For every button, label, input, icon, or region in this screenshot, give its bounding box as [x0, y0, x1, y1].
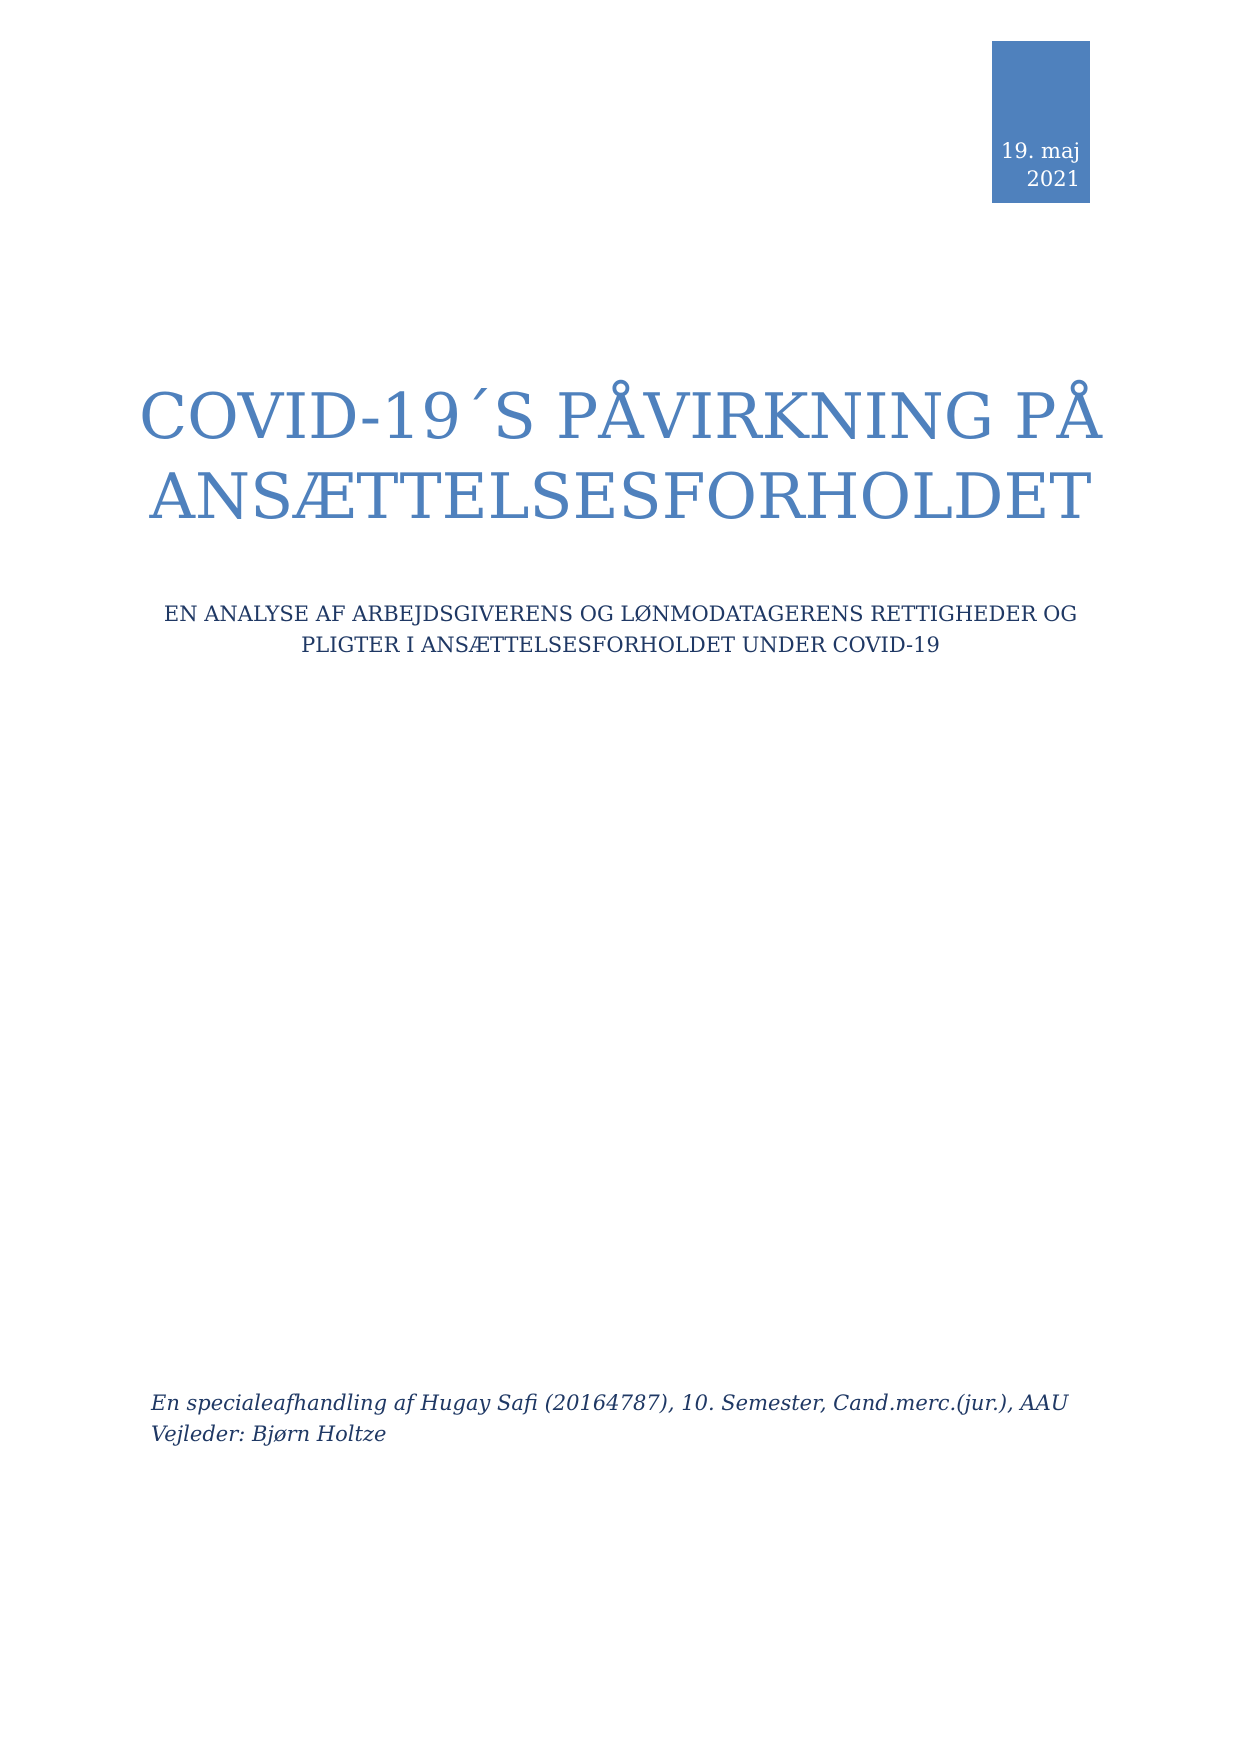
date-year: 2021: [1026, 167, 1080, 191]
date-box: [992, 41, 1090, 203]
title-line-2: ANSÆTTELSESFORHOLDET: [149, 460, 1092, 533]
author-byline: [151, 1388, 1091, 1450]
date-day-month: 19. maj: [1000, 139, 1080, 163]
document-title: [100, 377, 1141, 537]
title-line-1: COVID-19´S PÅVIRKNING PÅ: [138, 380, 1103, 453]
subtitle-line-2: PLIGTER I ANSÆTTELSESFORHOLDET UNDER COVID-19: [301, 633, 940, 657]
document-subtitle: [120, 599, 1121, 661]
subtitle-line-1: EN ANALYSE AF ARBEJDSGIVERENS OG LØNMODATAGERENS RETTIGHEDER OG: [163, 602, 1078, 626]
byline-author: En specialeafhandling af Hugay Safi (20164787), 10. Semester, Cand.merc.(jur.), AAU: [151, 1391, 1069, 1415]
byline-supervisor: Vejleder: Bjørn Holtze: [151, 1422, 387, 1446]
